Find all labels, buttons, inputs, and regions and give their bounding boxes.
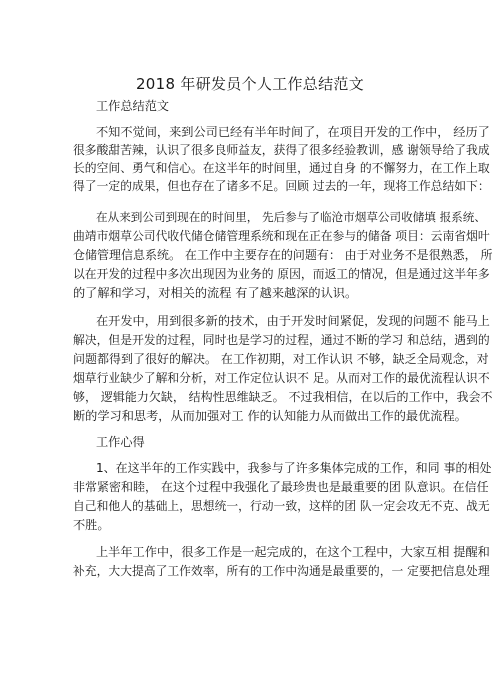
document-title: 2018 年研发员个人工作总结范文 <box>135 75 365 93</box>
paragraph-line: 够， 逻辑能力欠缺， 结构性思维缺乏。 不过我相信，在以后的工作中，我会不 <box>73 390 493 404</box>
paragraph-line: 断的学习和思考，从而加强对工 作的认知能力从而做出工作的最优流程。 <box>73 409 467 423</box>
paragraph-line: 非常紧密和睦， 在这个过程中我强化了最珍贵也是最重要的团 队意识。在信任 <box>73 480 489 494</box>
paragraph-line: 在从来到公司到现在的时间里， 先后参与了临沧市烟草公司收储填 报系统、 <box>96 210 486 224</box>
section-heading: 工作总结范文 <box>96 99 170 113</box>
paragraph-line: 上半年工作中，很多工作是一起完成的，在这个工程中，大家互相 提醒和 <box>96 545 490 559</box>
paragraph-line: 问题都得到了很好的解决。 在工作初期，对工作认识 不够，缺乏全局观念，对 <box>73 352 489 366</box>
paragraph-line: 得了一定的成果，但也存在了诸多不足。回顾 过去的一年，现将工作总结如下： <box>73 179 490 193</box>
paragraph-line: 很多酸甜苦辣，认识了很多良师益友，获得了很多经验教训，感 谢领导给了我成 <box>73 143 490 157</box>
paragraph-line: 以在开发的过程中多次出现因为业务的 原因，而返工的情况，但是通过这半年多 <box>73 267 490 281</box>
paragraph-line: 仓储管理信息系统。 在工作中主要存在的问题有： 由于对业务不是很熟悉， 所 <box>73 248 493 262</box>
paragraph-line: 长的空间、勇气和信心。在这半年的时间里，通过自身 的不懈努力，在工作上取 <box>73 161 490 175</box>
paragraph-line: 曲靖市烟草公司代收代储仓储管理系统和现在正在参与的储备 项目：云南省烟叶 <box>73 229 490 243</box>
paragraph-line: 在开发中，用到很多新的技术，由于开发时间紧促，发现的问题不 能马上 <box>96 314 490 328</box>
paragraph-line: 补充，大大提高了工作效率，所有的工作中沟通是最重要的，一 定要把信息处理 <box>73 564 490 578</box>
paragraph-line: 的了解和学习，对相关的流程 有了越来越深的认识。 <box>73 286 358 300</box>
paragraph-line: 不胜。 <box>73 518 110 532</box>
section-heading: 工作心得 <box>96 435 145 449</box>
paragraph-line: 解决，但是开发的过程，同时也是学习的过程，通过不断的学习 和总结，遇到的 <box>73 333 490 347</box>
paragraph-line: 不知不觉间，来到公司已经有半年时间了，在项目开发的工作中， 经历了 <box>96 125 490 139</box>
paragraph-line: 自己和他人的基础上，思想统一，行动一致，这样的团 队一定会攻无不克、战无 <box>73 499 490 513</box>
paragraph-line: 1、在这半年的工作实践中，我参与了许多集体完成的工作，和同 事的相处 <box>96 461 492 475</box>
paragraph-line: 烟草行业缺少了解和分析，对工作定位认识不 足。从而对工作的最优流程认识不 <box>73 371 490 385</box>
